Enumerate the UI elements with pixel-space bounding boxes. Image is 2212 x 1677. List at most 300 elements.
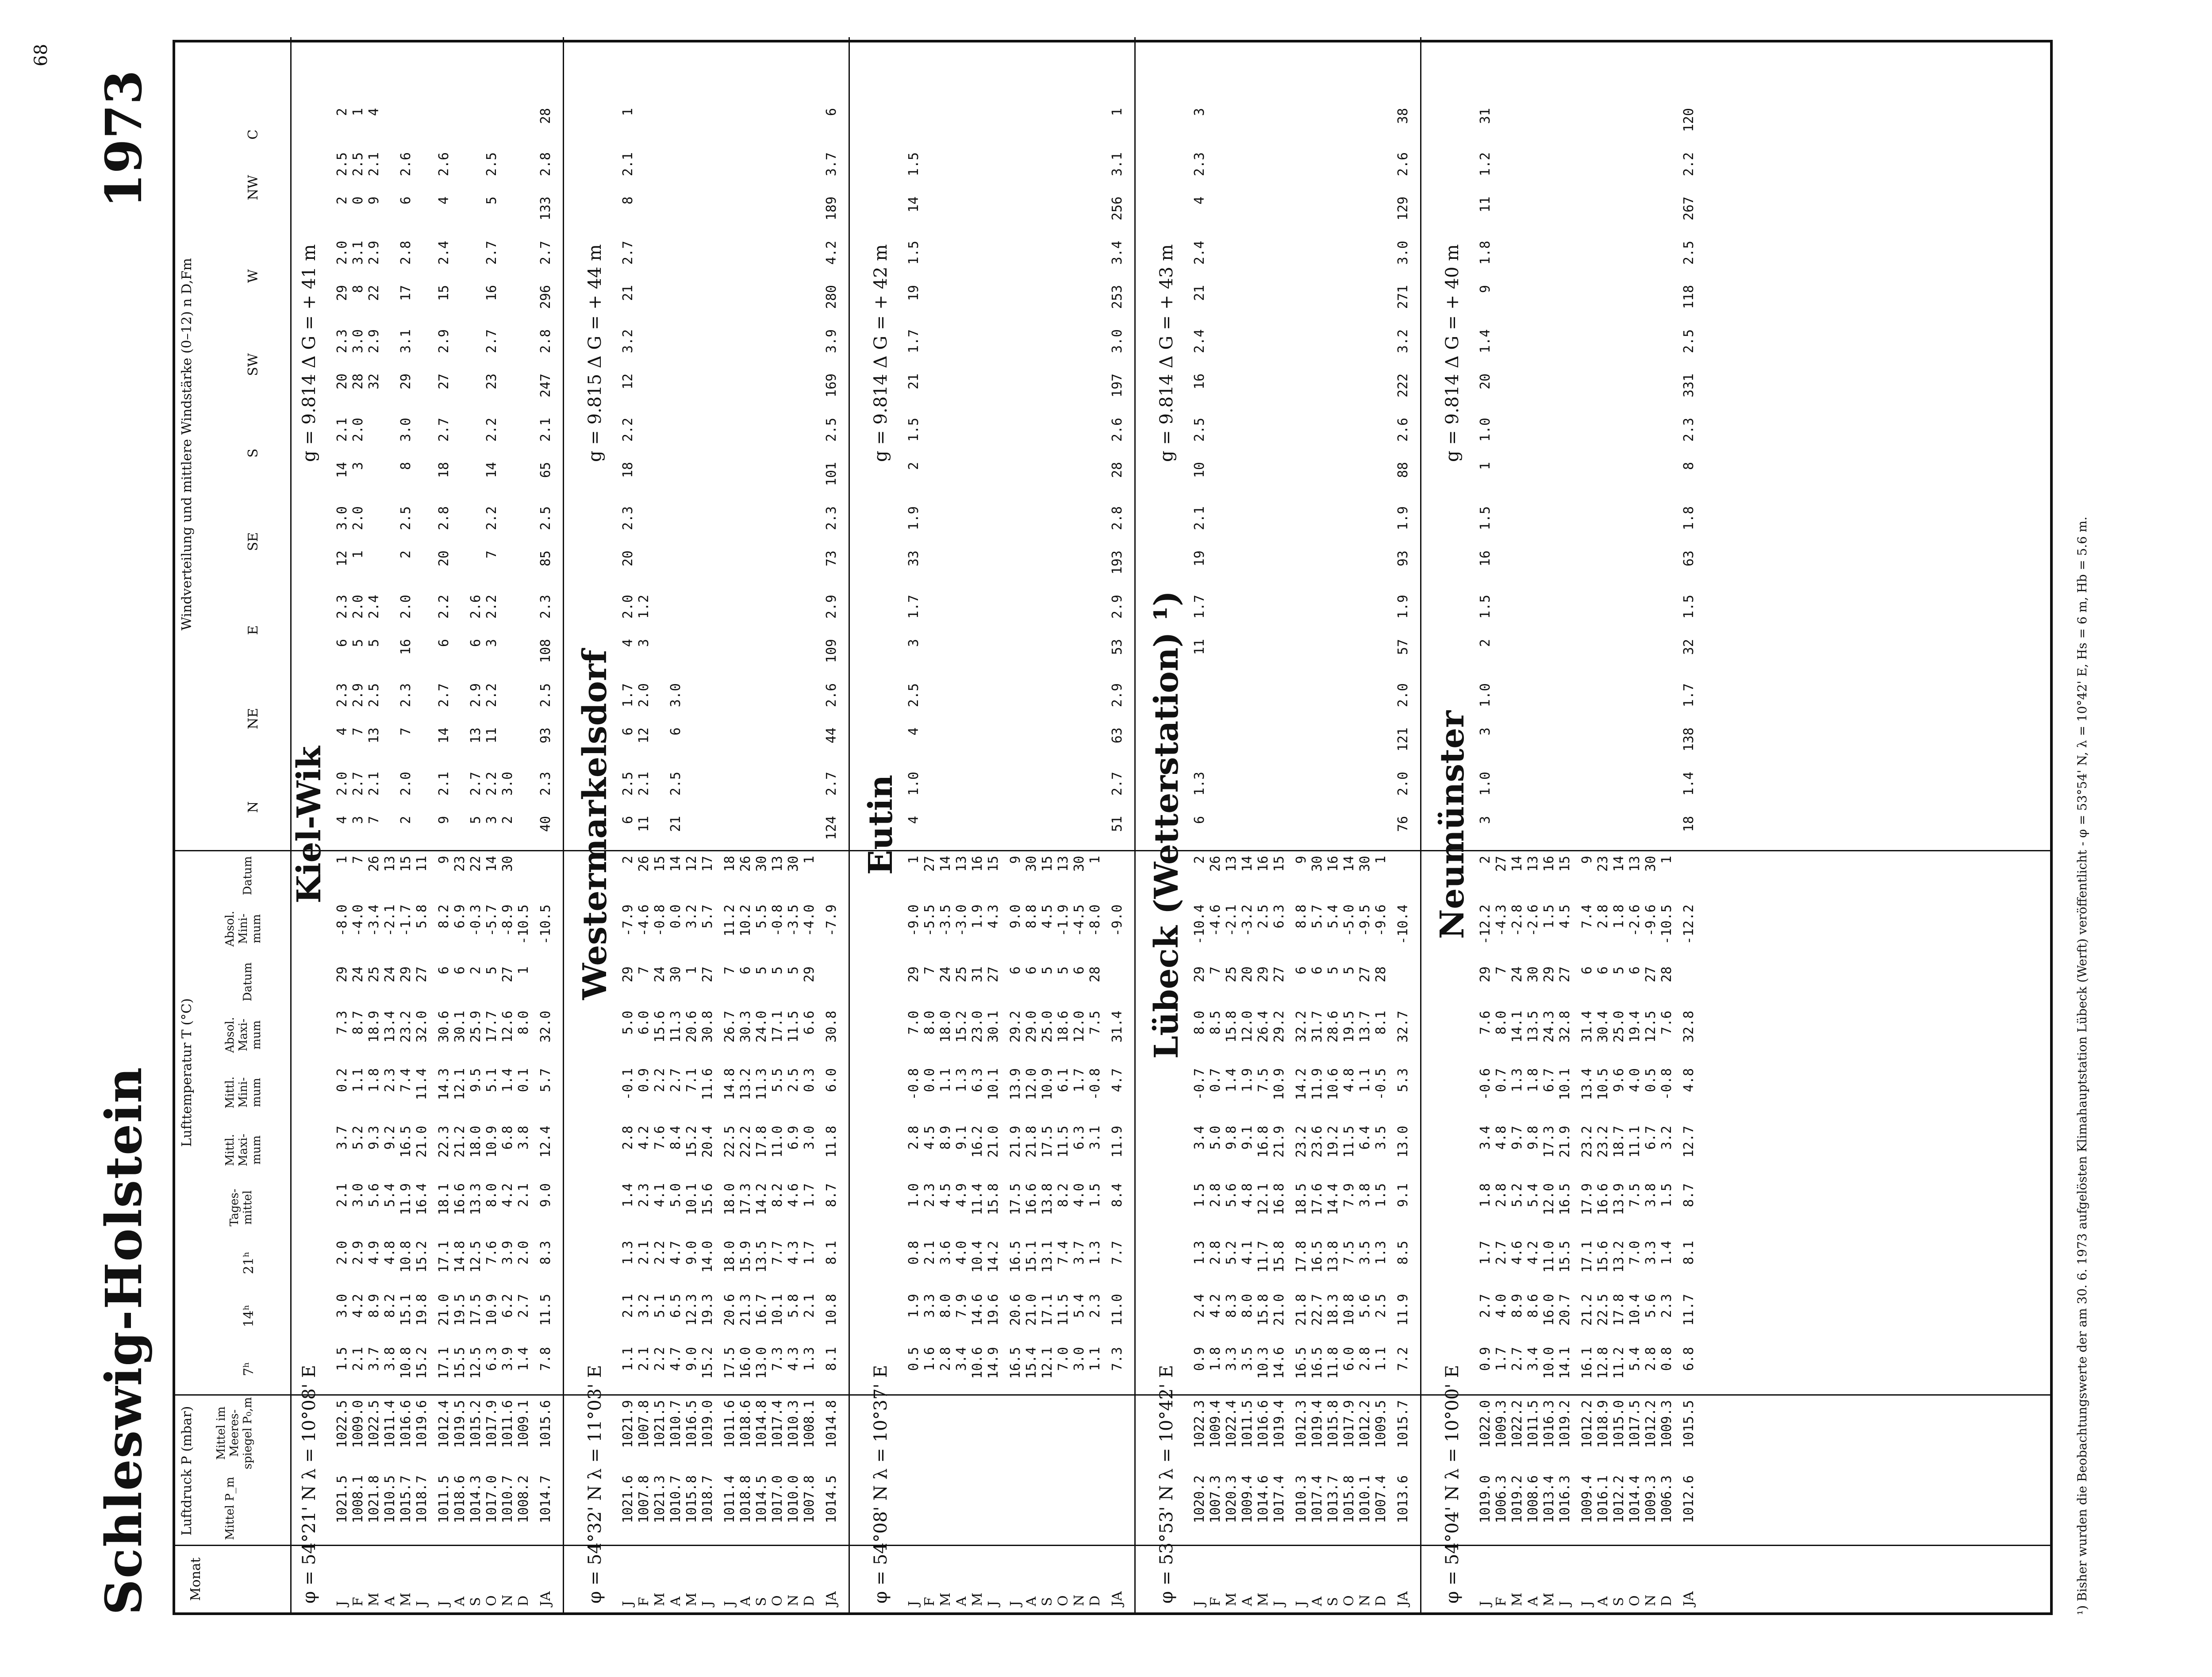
table-cell: 7.3 — [334, 1011, 350, 1035]
header-t21: 21ʰ — [241, 1251, 257, 1274]
table-cell: 2.2 — [652, 1068, 668, 1092]
table-cell: 15 — [436, 285, 452, 301]
table-cell: 138 — [1681, 727, 1697, 752]
table-cell: 1.3 — [954, 1068, 969, 1092]
table-cell: 18.5 — [1294, 1183, 1309, 1215]
table-cell: -8.9 — [500, 904, 515, 937]
table-cell: 10.3 — [1256, 1347, 1271, 1379]
table-cell: 3 — [906, 639, 922, 647]
table-row — [1071, 37, 1087, 1612]
table-cell: 14 — [1611, 856, 1627, 872]
table-cell: 1009.4 — [1208, 1400, 1223, 1448]
table-cell: 1010.3 — [1294, 1475, 1309, 1523]
table-row — [1659, 37, 1675, 1612]
month-label: A — [1240, 1596, 1255, 1606]
table-cell: 17 — [398, 285, 414, 301]
table-cell: 14.8 — [452, 1241, 468, 1273]
table-cell: 14.1 — [1557, 1347, 1573, 1379]
table-cell: 3.4 — [1110, 241, 1125, 265]
header-mittel-meer: Mittel im Meeres-spiegel P₀,m — [215, 1397, 254, 1469]
table-cell: 18.9 — [366, 1011, 382, 1043]
table-cell: 9.0 — [538, 1183, 553, 1208]
table-cell: 5.0 — [1208, 1126, 1223, 1150]
table-cell: 1 — [1659, 856, 1674, 864]
table-cell: 6.5 — [668, 1294, 684, 1318]
table-cell: 11.2 — [722, 904, 737, 937]
table-cell: 2.3 — [398, 683, 414, 708]
table-cell: 27 — [1271, 966, 1287, 983]
month-label: A — [1595, 1596, 1611, 1606]
table-cell: 3.0 — [500, 772, 515, 796]
table-cell: 2.3 — [382, 1068, 398, 1092]
table-cell: 8.0 — [484, 1183, 499, 1208]
table-cell: 5 — [1040, 966, 1055, 975]
table-cell: 53 — [1110, 639, 1125, 655]
table-cell: 15.6 — [652, 1011, 668, 1043]
table-cell: 18.6 — [1056, 1011, 1071, 1043]
table-cell: 15 — [1040, 856, 1055, 872]
table-row — [1595, 37, 1611, 1612]
month-label: M — [684, 1592, 699, 1606]
table-cell: 15.1 — [398, 1294, 414, 1326]
table-cell: 7.4 — [1056, 1241, 1071, 1265]
table-cell: 2.9 — [824, 595, 839, 619]
table-cell: 6 — [1071, 966, 1087, 975]
table-cell: 2.6 — [1110, 418, 1125, 442]
table-cell: 1015.6 — [538, 1400, 553, 1448]
table-cell: 2.9 — [366, 329, 382, 354]
table-cell: 5.8 — [786, 1294, 801, 1318]
table-cell: 4.7 — [668, 1241, 684, 1265]
table-cell: 24 — [350, 966, 366, 983]
table-cell: 44 — [824, 727, 839, 744]
table-cell: 10.0 — [1541, 1347, 1557, 1379]
table-cell: 17.5 — [468, 1294, 484, 1326]
table-cell: 2 — [468, 966, 484, 975]
table-cell: 20 — [620, 550, 636, 567]
table-row — [1271, 37, 1287, 1612]
table-cell: 1017.5 — [1627, 1400, 1643, 1448]
table-cell: 16 — [1325, 856, 1341, 872]
table-cell: 29 — [906, 966, 922, 983]
table-cell: 1017.9 — [484, 1400, 499, 1448]
station-name: Westermarkelsdorf — [576, 650, 614, 1000]
table-cell: 2.9 — [468, 683, 484, 708]
table-cell: 23.2 — [1595, 1126, 1611, 1158]
table-cell: 1.0 — [1478, 418, 1493, 442]
table-cell: 11.2 — [1611, 1347, 1627, 1379]
table-cell: 9.0 — [684, 1241, 699, 1265]
table-cell: 2 — [620, 856, 636, 864]
table-cell: 8 — [350, 285, 366, 293]
table-cell: 30 — [668, 966, 684, 983]
table-cell: 28 — [1373, 966, 1389, 983]
table-cell: 12.1 — [1256, 1183, 1271, 1215]
table-cell: 1.8 — [1611, 904, 1627, 929]
table-cell: 1 — [1087, 856, 1103, 864]
table-cell: 5.2 — [1509, 1183, 1525, 1208]
table-cell: 4.2 — [1525, 1241, 1541, 1265]
table-cell: 88 — [1395, 462, 1411, 478]
month-label: A — [1525, 1596, 1541, 1606]
table-cell: 13 — [468, 727, 484, 744]
table-cell: 1013.4 — [1541, 1475, 1557, 1523]
table-cell: 15.6 — [700, 1183, 715, 1215]
table-cell: 2.4 — [1192, 241, 1207, 265]
table-cell: 2.1 — [538, 418, 553, 442]
table-cell: 1.5 — [1478, 506, 1493, 531]
header-dir-s: S — [246, 448, 261, 458]
table-cell: 11.1 — [1627, 1126, 1643, 1158]
table-cell: 1.4 — [1659, 1241, 1674, 1265]
table-cell: 6 — [1579, 966, 1595, 975]
month-label: F — [350, 1597, 366, 1606]
table-cell: 2.1 — [620, 152, 636, 177]
table-cell: 189 — [824, 196, 839, 221]
table-cell: 14.9 — [986, 1347, 1001, 1379]
climate-table — [173, 40, 2053, 1615]
table-row — [652, 37, 668, 1612]
table-cell: 1014.4 — [1627, 1475, 1643, 1523]
month-label: JA — [1110, 1591, 1125, 1606]
table-cell: 1 — [620, 108, 636, 116]
table-cell: 11.0 — [770, 1126, 785, 1158]
table-cell: 14.2 — [1294, 1068, 1309, 1100]
table-cell: 1018.6 — [738, 1400, 753, 1448]
table-cell: 21.8 — [1294, 1294, 1309, 1326]
header-wind: Windverteilung und mittlere Windstärke (0–12) n D,Fm — [179, 258, 195, 631]
table-cell: 2.0 — [516, 1241, 531, 1265]
table-cell: -10.4 — [1395, 904, 1411, 945]
table-cell: 4.1 — [1240, 1241, 1255, 1265]
table-cell: 169 — [824, 373, 839, 398]
table-cell: 5.4 — [1071, 1294, 1087, 1318]
table-cell: 27 — [1494, 856, 1509, 872]
table-cell: 15.5 — [1557, 1241, 1573, 1273]
table-cell: 3.9 — [500, 1241, 515, 1265]
table-cell: 7.4 — [398, 1068, 414, 1092]
table-cell: 5 — [754, 966, 769, 975]
table-cell: 3.0 — [350, 329, 366, 354]
table-cell: 1014.8 — [824, 1400, 839, 1448]
header-dir-c: C — [246, 129, 261, 140]
table-cell: 5.6 — [1224, 1183, 1239, 1208]
table-cell: 6 — [1294, 966, 1309, 975]
month-label: S — [1325, 1597, 1341, 1606]
table-cell: 1012.2 — [1611, 1475, 1627, 1523]
table-cell: 8.1 — [824, 1347, 839, 1371]
table-cell: 1.5 — [1659, 1183, 1674, 1208]
table-cell: 9.5 — [468, 1068, 484, 1092]
table-cell: -4.0 — [350, 904, 366, 937]
table-cell: 30.8 — [824, 1011, 839, 1043]
table-cell: 8 — [398, 462, 414, 470]
month-label: D — [1087, 1595, 1103, 1606]
table-cell: 2.3 — [922, 1183, 937, 1208]
month-label: N — [500, 1594, 515, 1606]
table-cell: 21.9 — [1271, 1126, 1287, 1158]
table-cell: 22.2 — [738, 1126, 753, 1158]
table-cell: 8.2 — [436, 904, 452, 929]
table-cell: 27 — [986, 966, 1001, 983]
table-cell: 8.2 — [770, 1183, 785, 1208]
month-label: F — [922, 1597, 937, 1606]
month-label: JA — [538, 1591, 553, 1606]
table-cell: 1014.3 — [468, 1475, 484, 1523]
table-cell: 1010.7 — [668, 1400, 684, 1448]
station-gravity: g = 9.814 Δ G = + 42 m — [871, 244, 891, 462]
month-label: J — [1192, 1600, 1207, 1606]
table-cell: 14.6 — [970, 1294, 985, 1326]
table-cell: 4.0 — [954, 1241, 969, 1265]
table-cell: 1.7 — [620, 683, 636, 708]
table-cell: 19 — [906, 285, 922, 301]
table-cell: 3 — [350, 816, 366, 824]
table-cell: 1.8 — [1681, 506, 1697, 531]
table-cell: -3.4 — [366, 904, 382, 937]
table-cell: 0.0 — [922, 1068, 937, 1092]
table-cell: 22.7 — [1310, 1294, 1325, 1326]
table-cell: 16 — [1256, 856, 1271, 872]
table-cell: 1021.5 — [334, 1475, 350, 1523]
table-cell: -3.5 — [786, 904, 801, 937]
station-gravity: g = 9.814 Δ G = + 40 m — [1442, 244, 1463, 462]
table-cell: 21.2 — [1579, 1294, 1595, 1326]
table-cell: 2.5 — [1256, 904, 1271, 929]
table-cell: 11.9 — [398, 1183, 414, 1215]
table-row — [1192, 37, 1208, 1612]
table-cell: 5.0 — [668, 1183, 684, 1208]
table-cell: 15 — [1271, 856, 1287, 872]
table-cell: 1014.6 — [1256, 1475, 1271, 1523]
table-cell: 10.9 — [484, 1294, 499, 1326]
page-title: Schleswig-Holstein — [95, 1066, 153, 1615]
table-cell: 25.0 — [1040, 1011, 1055, 1043]
table-row — [954, 37, 970, 1612]
table-cell: 20.6 — [684, 1011, 699, 1043]
table-cell: 1010.0 — [786, 1475, 801, 1523]
table-cell: 8.9 — [1509, 1294, 1525, 1318]
table-cell: 6 — [398, 196, 414, 205]
table-cell: 7.0 — [1056, 1347, 1071, 1371]
table-cell: 4.2 — [500, 1183, 515, 1208]
table-cell: 13.5 — [754, 1241, 769, 1273]
table-cell: 9.6 — [1611, 1068, 1627, 1092]
table-cell: 2.3 — [334, 329, 350, 354]
table-cell: 2.3 — [334, 683, 350, 708]
table-cell: 13 — [1224, 856, 1239, 872]
table-cell: 280 — [824, 285, 839, 309]
table-cell: 296 — [538, 285, 553, 309]
table-cell: -4.3 — [1494, 904, 1509, 937]
table-cell: 15.2 — [700, 1347, 715, 1379]
table-cell: 3.7 — [366, 1347, 382, 1371]
table-cell: 2.8 — [1208, 1183, 1223, 1208]
table-cell: 6 — [334, 639, 350, 647]
table-cell: 9.2 — [382, 1126, 398, 1150]
header-mittl-max: Mittl. Maxi-mum — [223, 1134, 263, 1166]
table-cell: 2.9 — [1110, 683, 1125, 708]
table-cell: 1009.3 — [1643, 1475, 1659, 1523]
table-row — [1643, 37, 1659, 1612]
table-cell: 1019.0 — [1478, 1475, 1493, 1523]
table-cell: 65 — [538, 462, 553, 478]
table-cell: 2.6 — [824, 683, 839, 708]
table-cell: 3.5 — [1357, 1241, 1373, 1265]
table-cell: 1 — [802, 856, 817, 864]
table-row — [986, 37, 1002, 1612]
table-cell: 12.5 — [1643, 1011, 1659, 1043]
table-cell: 4.5 — [922, 1126, 937, 1150]
table-cell: 27 — [500, 966, 515, 983]
table-cell: 17.9 — [1579, 1183, 1595, 1215]
table-cell: 2.5 — [484, 152, 499, 177]
table-cell: 8.8 — [1024, 904, 1039, 929]
table-cell: 1021.9 — [620, 1400, 636, 1448]
header-mittl-min: Mittl. Mini-mum — [223, 1076, 263, 1109]
table-cell: 12.5 — [468, 1347, 484, 1379]
table-cell: 124 — [824, 816, 839, 840]
table-cell: 1.4 — [500, 1068, 515, 1092]
table-cell: 17.1 — [436, 1241, 452, 1273]
month-label: JA — [1395, 1591, 1411, 1606]
table-row — [1357, 37, 1373, 1612]
table-cell: 1 — [1373, 856, 1389, 864]
table-cell: 15.1 — [1024, 1241, 1039, 1273]
table-cell: 1015.8 — [684, 1475, 699, 1523]
table-cell: 3.0 — [334, 506, 350, 531]
table-cell: 3.8 — [382, 1347, 398, 1371]
table-cell: 2.2 — [620, 418, 636, 442]
table-cell: 29.2 — [1008, 1011, 1023, 1043]
table-cell: 28 — [1659, 966, 1674, 983]
table-cell: 30.6 — [436, 1011, 452, 1043]
table-cell: 30 — [1024, 856, 1039, 872]
table-row — [452, 37, 468, 1612]
table-cell: 1 — [906, 856, 922, 864]
table-cell: 1017.0 — [484, 1475, 499, 1523]
table-cell: 8.0 — [1192, 1011, 1207, 1035]
table-cell: 3 — [636, 639, 652, 647]
table-cell: 1009.3 — [1494, 1400, 1509, 1448]
table-cell: 19.6 — [986, 1294, 1001, 1326]
table-cell: 2.5 — [1681, 241, 1697, 265]
table-cell: 2.0 — [350, 595, 366, 619]
table-cell: 2.8 — [436, 506, 452, 531]
table-cell: 11.0 — [1110, 1294, 1125, 1326]
table-cell: 7 — [922, 966, 937, 975]
table-cell: 3.7 — [334, 1126, 350, 1150]
table-row — [1208, 37, 1224, 1612]
table-cell: 1 — [334, 856, 350, 864]
table-cell: 15 — [1557, 856, 1573, 872]
table-cell: 15.4 — [1024, 1347, 1039, 1379]
table-cell: 23 — [1595, 856, 1611, 872]
table-cell: 11.5 — [786, 1011, 801, 1043]
table-cell: 14 — [938, 856, 953, 872]
table-cell: 21 — [620, 285, 636, 301]
table-cell: 1.8 — [1478, 241, 1493, 265]
table-cell: 14.2 — [754, 1183, 769, 1215]
header-dir-w: W — [246, 269, 261, 283]
table-cell: 7 — [484, 550, 499, 559]
table-cell: 5.6 — [1357, 1294, 1373, 1318]
table-cell: 16.5 — [398, 1126, 414, 1158]
table-cell: 1.9 — [1395, 595, 1411, 619]
table-cell: 1 — [516, 966, 531, 975]
table-row — [802, 37, 818, 1612]
table-cell: 2.1 — [334, 418, 350, 442]
table-cell: 3.5 — [1240, 1347, 1255, 1371]
table-cell: -5.5 — [922, 904, 937, 937]
table-cell: 6 — [1024, 966, 1039, 975]
table-cell: -1.9 — [1056, 904, 1071, 937]
table-cell: -10.5 — [516, 904, 531, 945]
table-cell: 1019.4 — [1271, 1400, 1287, 1448]
table-cell: 8.8 — [1294, 904, 1309, 929]
table-cell: 2.1 — [802, 1294, 817, 1318]
table-cell: 14.0 — [700, 1241, 715, 1273]
table-row — [1040, 37, 1056, 1612]
table-cell: 267 — [1681, 196, 1697, 221]
table-cell: 1.5 — [1087, 1183, 1103, 1208]
month-label: M — [1541, 1592, 1557, 1606]
table-cell: 31.4 — [1110, 1011, 1125, 1043]
table-cell: 7 — [1494, 966, 1509, 975]
table-cell: 11.9 — [1310, 1068, 1325, 1100]
table-row — [1525, 37, 1541, 1612]
month-label: A — [738, 1596, 753, 1606]
table-row — [754, 37, 770, 1612]
month-label: M — [938, 1592, 953, 1606]
table-row — [668, 37, 684, 1612]
table-cell: 26 — [366, 856, 382, 872]
month-label: N — [1357, 1594, 1373, 1606]
table-cell: 20 — [436, 550, 452, 567]
table-cell: 15.6 — [1595, 1241, 1611, 1273]
table-cell: 24 — [1509, 966, 1525, 983]
table-cell: 1009.3 — [1659, 1400, 1674, 1448]
station-gravity: g = 9.814 Δ G = + 43 m — [1156, 244, 1177, 462]
table-cell: 2.5 — [824, 418, 839, 442]
table-cell: 73 — [824, 550, 839, 567]
table-cell: 8.2 — [1056, 1183, 1071, 1208]
table-cell: 2.0 — [1395, 772, 1411, 796]
table-cell: 18 — [722, 856, 737, 872]
table-cell: 1013.6 — [1395, 1475, 1411, 1523]
table-cell: 15.8 — [1256, 1294, 1271, 1326]
table-cell: 3.2 — [1395, 329, 1411, 354]
table-cell: 5.5 — [770, 1068, 785, 1092]
table-cell: 1.4 — [1478, 329, 1493, 354]
table-cell: 10.9 — [1040, 1068, 1055, 1100]
table-cell: 6 — [1595, 966, 1611, 975]
table-cell: 15 — [398, 856, 414, 872]
table-cell: 1019.6 — [414, 1400, 430, 1448]
table-cell: 2.8 — [538, 329, 553, 354]
table-cell: 10.9 — [1271, 1068, 1287, 1100]
table-cell: 14 — [1509, 856, 1525, 872]
table-cell: 12 — [334, 550, 350, 567]
table-cell: 13.9 — [1611, 1183, 1627, 1215]
table-cell: 17.5 — [1040, 1126, 1055, 1158]
table-cell: 11.7 — [1681, 1294, 1697, 1326]
table-cell: -4.6 — [636, 904, 652, 937]
table-cell: 17.6 — [1310, 1183, 1325, 1215]
table-cell: 11.5 — [1056, 1294, 1071, 1326]
table-cell: 11.5 — [1341, 1126, 1357, 1158]
table-cell: 1.0 — [906, 772, 922, 796]
